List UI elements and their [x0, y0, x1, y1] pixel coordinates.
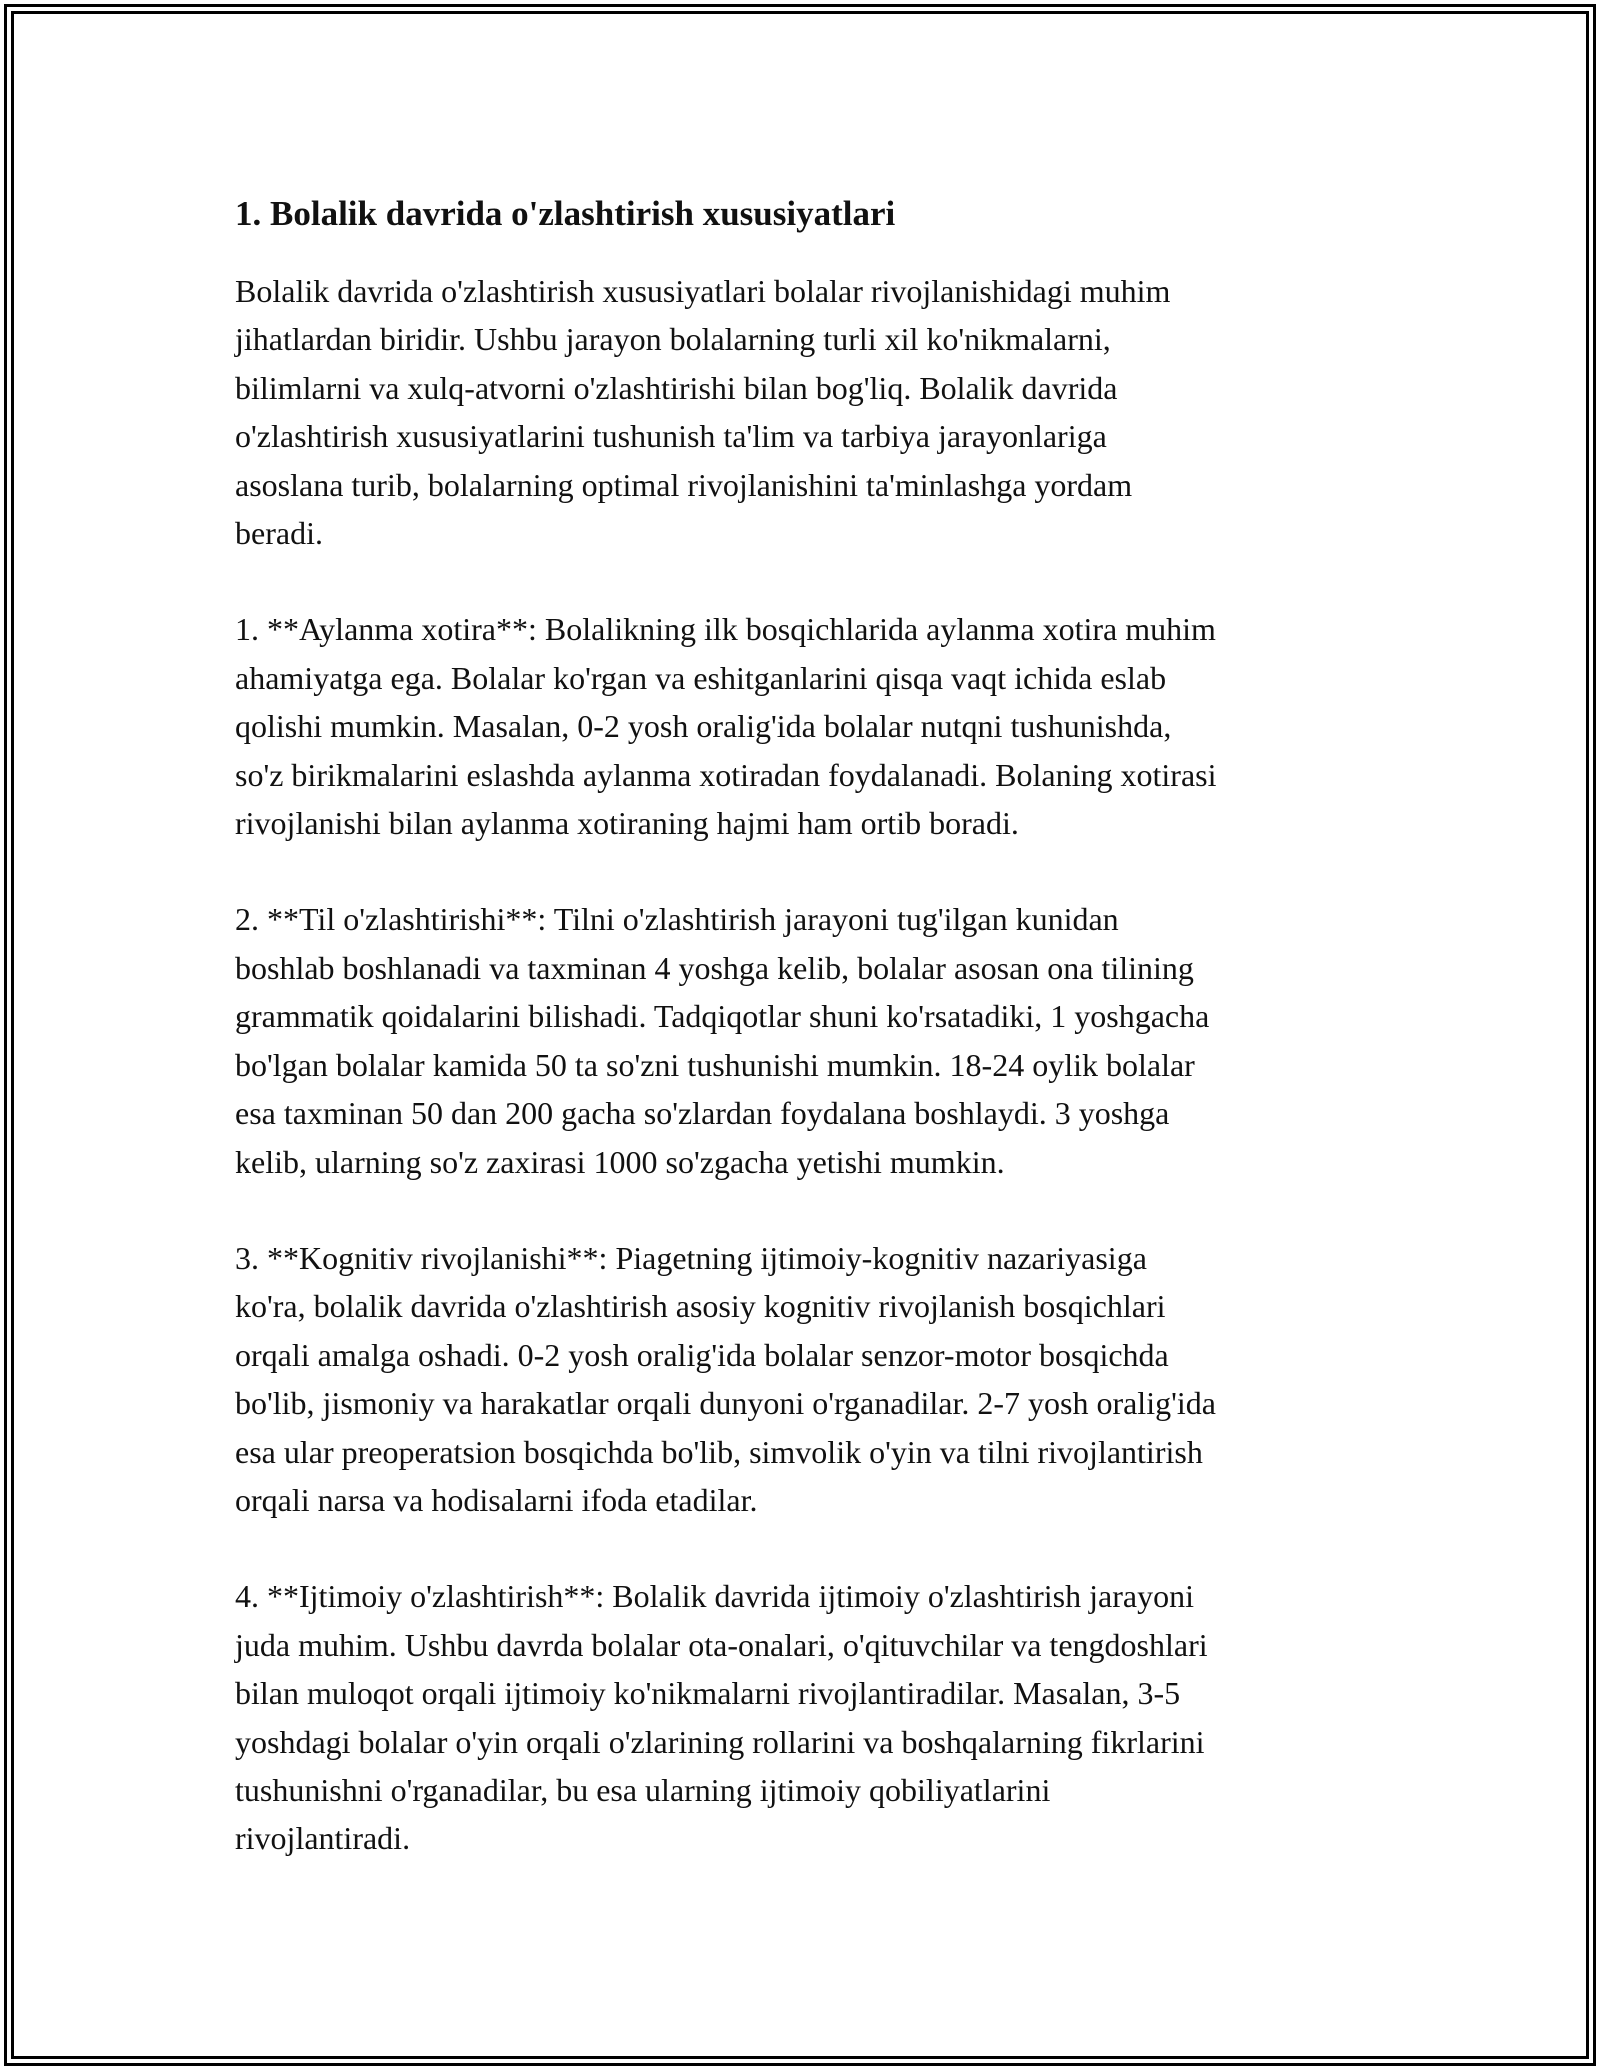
- list-item: 4. **Ijtimoiy o'zlashtirish**: Bolalik davrida ijtimoiy o'zlashtirish jarayoni juda muhim. Ushbu davrda bolalar ota-onalari, o'qituvchilar va tengdoshlari bilan muloqot orqali ijtimoiy ko'nikmalarni rivojlantiradilar. Masalan, 3-5 yoshdagi bolalar o'yin orqali o'zlarining rollarini va boshqalarning fikrlarini tushunishni o'rganadilar, bu esa ularning ijtimoiy qobiliyatlarini rivojlantiradi.: [235, 1578, 1208, 1857]
- list-item: 1. **Aylanma xotira**: Bolalikning ilk bosqichlarida aylanma xotira muhim ahamiyatga ega. Bolalar ko'rgan va eshitganlarini qisqa vaqt ichida eslab qolishi mumkin. Masalan, 0-2 yosh oralig'ida bolalar nutqni tushunishda, so'z birikmalarini eslashda aylanma xotiradan foydalanadi. Bolaning xotirasi rivojlanishi bilan aylanma xotiraning hajmi ham ortib boradi.: [235, 611, 1217, 842]
- list-item: 2. **Til o'zlashtirishi**: Tilni o'zlashtirish jarayoni tug'ilgan kunidan boshlab boshlanadi va taxminan 4 yoshga kelib, bolalar asosan ona tilining grammatik qoidalarini bilishadi. Tadqiqotlar shuni ko'rsatadiki, 1 yoshgacha bo'lgan bolalar kamida 50 ta so'zni tushunishi mumkin. 18-24 oylik bolalar esa taxminan 50 dan 200 gacha so'zlardan foydalana boshlaydi. 3 yoshga kelib, ularning so'z zaxirasi 1000 so'zgacha yetishi mumkin.: [235, 901, 1210, 1180]
- intro-paragraph: Bolalik davrida o'zlashtirish xususiyatlari bolalar rivojlanishidagi muhim jihatlardan biridir. Ushbu jarayon bolalarning turli xil ko'nikmalarni, bilimlarni va xulq-atvorni o'zlashtirishi bilan bog'liq. Bolalik davrida o'zlashtirish xususiyatlarini tushunish ta'lim va tarbiya jarayonlariga asoslana turib, bolalarning optimal rivojlanishini ta'minlashga yordam beradi.: [235, 273, 1171, 552]
- list-item: 3. **Kognitiv rivojlanishi**: Piagetning ijtimoiy-kognitiv nazariyasiga ko'ra, bolalik davrida o'zlashtirish asosiy kognitiv rivojlanish bosqichlari orqali amalga oshadi. 0-2 yosh oralig'ida bolalar senzor-motor bosqichda bo'lib, jismoniy va harakatlar orqali dunyoni o'rganadilar. 2-7 yosh oralig'ida esa ular preoperatsion bosqichda bo'lib, simvolik o'yin va tilni rivojlantirish orqali narsa va hodisalarni ifoda etadilar.: [235, 1239, 1216, 1518]
- document-body: [235, 186, 1370, 1911]
- section-title: 1. Bolalik davrida o'zlashtirish xususiyatlari: [235, 194, 896, 233]
